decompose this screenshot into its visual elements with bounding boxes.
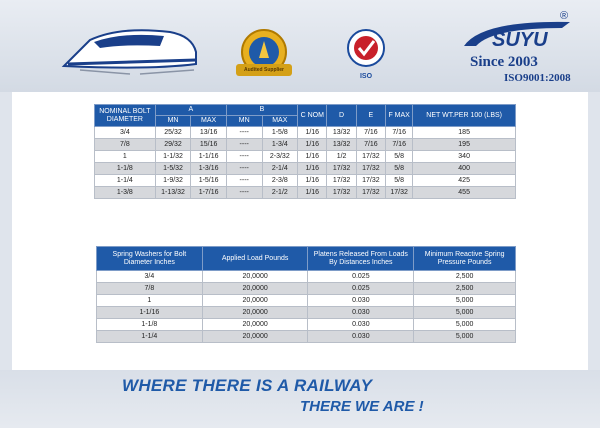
table-cell: 2-1/2 — [262, 187, 298, 199]
header-a-max: MAX — [191, 116, 227, 127]
table-cell: 5/8 — [386, 151, 413, 163]
table2-row — [97, 271, 516, 283]
table-cell: 425 — [413, 175, 516, 187]
table-cell: 1-9/32 — [155, 175, 191, 187]
table-cell: 7/16 — [356, 127, 385, 139]
table-cell: 2-1/4 — [262, 163, 298, 175]
table-cell: ---- — [226, 151, 262, 163]
table2-row — [97, 331, 516, 343]
table-cell: 25/32 — [155, 127, 191, 139]
table-cell: 0.030 — [308, 307, 414, 319]
header-a-mn: MN — [155, 116, 191, 127]
registered-mark: ® — [560, 10, 569, 22]
table1-row — [95, 163, 516, 175]
table-cell: 17/32 — [327, 163, 356, 175]
table-cell: 0.030 — [308, 295, 414, 307]
table-cell: 7/16 — [386, 127, 413, 139]
table-cell: ---- — [226, 187, 262, 199]
table-cell: 1/2 — [327, 151, 356, 163]
table-cell: 0.030 — [308, 331, 414, 343]
table-cell: 1-13/32 — [155, 187, 191, 199]
table-cell: 7/16 — [386, 139, 413, 151]
table-cell: ---- — [226, 163, 262, 175]
table-cell: 195 — [413, 139, 516, 151]
table2-row — [97, 283, 516, 295]
table-cell: 29/32 — [155, 139, 191, 151]
table-cell: 3/4 — [97, 271, 203, 283]
table1-row — [95, 175, 516, 187]
table-cell: 5,000 — [414, 331, 516, 343]
header-d: D — [327, 105, 356, 127]
header-weight: NET WT.PER 100 (LBS) — [413, 105, 516, 127]
header-b-max: MAX — [262, 116, 298, 127]
header-c: C NOM — [298, 105, 327, 127]
table-cell: 17/32 — [356, 151, 385, 163]
header-platens-released: Platens Released From Loads By Distances Inches — [308, 247, 414, 271]
logo-text: SUYU — [492, 29, 548, 51]
table-cell: 1-7/16 — [191, 187, 227, 199]
table-cell: 17/32 — [327, 187, 356, 199]
header-reactive-pressure: Minimum Reactive Spring Pressure Pounds — [414, 247, 516, 271]
table-cell: ---- — [226, 127, 262, 139]
table-cell: 17/32 — [356, 187, 385, 199]
table-cell: 1/16 — [298, 139, 327, 151]
table1-header-row — [95, 105, 516, 116]
table2-header-row — [97, 247, 516, 271]
header-applied-load: Applied Load Pounds — [202, 247, 308, 271]
suyu-logo-icon — [462, 16, 572, 52]
table-cell: 1/16 — [298, 151, 327, 163]
table-cell: 2-3/32 — [262, 151, 298, 163]
table-cell: 15/16 — [191, 139, 227, 151]
table-cell: 185 — [413, 127, 516, 139]
table-cell: 1-3/8 — [95, 187, 156, 199]
table-cell: 455 — [413, 187, 516, 199]
table-cell: 20,0000 — [202, 271, 308, 283]
table1-row — [95, 151, 516, 163]
since-year: Since 2003 — [470, 54, 538, 70]
table-cell: 17/32 — [356, 163, 385, 175]
table-cell: 1-5/32 — [155, 163, 191, 175]
table1-row — [95, 187, 516, 199]
table-cell: 1-5/16 — [191, 175, 227, 187]
header-f: F MAX — [386, 105, 413, 127]
bolt-dimension-table — [94, 104, 516, 199]
table-cell: 13/32 — [327, 139, 356, 151]
table-cell: ---- — [226, 175, 262, 187]
table-cell: 5,000 — [414, 295, 516, 307]
table-cell: 1-5/8 — [262, 127, 298, 139]
table-cell: 0.025 — [308, 283, 414, 295]
table-cell: 1/16 — [298, 127, 327, 139]
header-e: E — [356, 105, 385, 127]
table-cell: 2,500 — [414, 283, 516, 295]
table-cell: 7/8 — [95, 139, 156, 151]
table-cell: 1/16 — [298, 187, 327, 199]
table-cell: 20,0000 — [202, 319, 308, 331]
table-cell: 17/32 — [386, 187, 413, 199]
seal2-caption: ISO — [359, 73, 373, 80]
table-cell: 1-3/16 — [191, 163, 227, 175]
header-b-mn: MN — [226, 116, 262, 127]
table-cell: 0.025 — [308, 271, 414, 283]
table-cell: 1-1/4 — [97, 331, 203, 343]
table-cell: 3/4 — [95, 127, 156, 139]
table-cell: 17/32 — [327, 175, 356, 187]
table1-row — [95, 127, 516, 139]
table-cell: 20,0000 — [202, 283, 308, 295]
seal1-caption: Audited Supplier — [236, 64, 292, 76]
table-cell: 1/16 — [298, 163, 327, 175]
table-cell: 1-1/4 — [95, 175, 156, 187]
table-cell: 0.030 — [308, 319, 414, 331]
iso-cert-seal-icon — [346, 28, 386, 72]
table-cell: 5,000 — [414, 319, 516, 331]
table-cell: 5/8 — [386, 163, 413, 175]
slogan-line-1: WHERE THERE IS A RAILWAY — [122, 376, 373, 395]
table-cell: ---- — [226, 139, 262, 151]
table-cell: 13/16 — [191, 127, 227, 139]
table-cell: 20,0000 — [202, 331, 308, 343]
table-cell: 1-1/32 — [155, 151, 191, 163]
table-cell: 1/16 — [298, 175, 327, 187]
table-cell: 1-1/16 — [97, 307, 203, 319]
table-cell: 2,500 — [414, 271, 516, 283]
header-b: B — [226, 105, 297, 116]
table-cell: 20,0000 — [202, 295, 308, 307]
table-cell: 1-1/8 — [97, 319, 203, 331]
table-cell: 5/8 — [386, 175, 413, 187]
table2-row — [97, 319, 516, 331]
slogan-line-2: THERE WE ARE ! — [300, 398, 424, 415]
table-cell: 20,0000 — [202, 307, 308, 319]
table2-row — [97, 295, 516, 307]
table-cell: 5,000 — [414, 307, 516, 319]
table-cell: 7/16 — [356, 139, 385, 151]
table-cell: 17/32 — [356, 175, 385, 187]
table-cell: 13/32 — [327, 127, 356, 139]
table-cell: 1-1/8 — [95, 163, 156, 175]
header-a: A — [155, 105, 226, 116]
table-cell: 1 — [95, 151, 156, 163]
header-nominal: NOMINAL BOLT DIAMETER — [95, 105, 156, 127]
header-washer-diameter: Spring Washers for Bolt Diameter Inches — [97, 247, 203, 271]
table-cell: 340 — [413, 151, 516, 163]
table-cell: 400 — [413, 163, 516, 175]
table-cell: 1 — [97, 295, 203, 307]
table-cell: 7/8 — [97, 283, 203, 295]
spring-washer-load-table — [96, 246, 516, 343]
table2-row — [97, 307, 516, 319]
iso-certification: ISO9001:2008 — [504, 72, 571, 84]
table-cell: 1-3/4 — [262, 139, 298, 151]
table-cell: 2-3/8 — [262, 175, 298, 187]
train-icon — [60, 18, 200, 78]
table-cell: 1-1/16 — [191, 151, 227, 163]
table1-row — [95, 139, 516, 151]
